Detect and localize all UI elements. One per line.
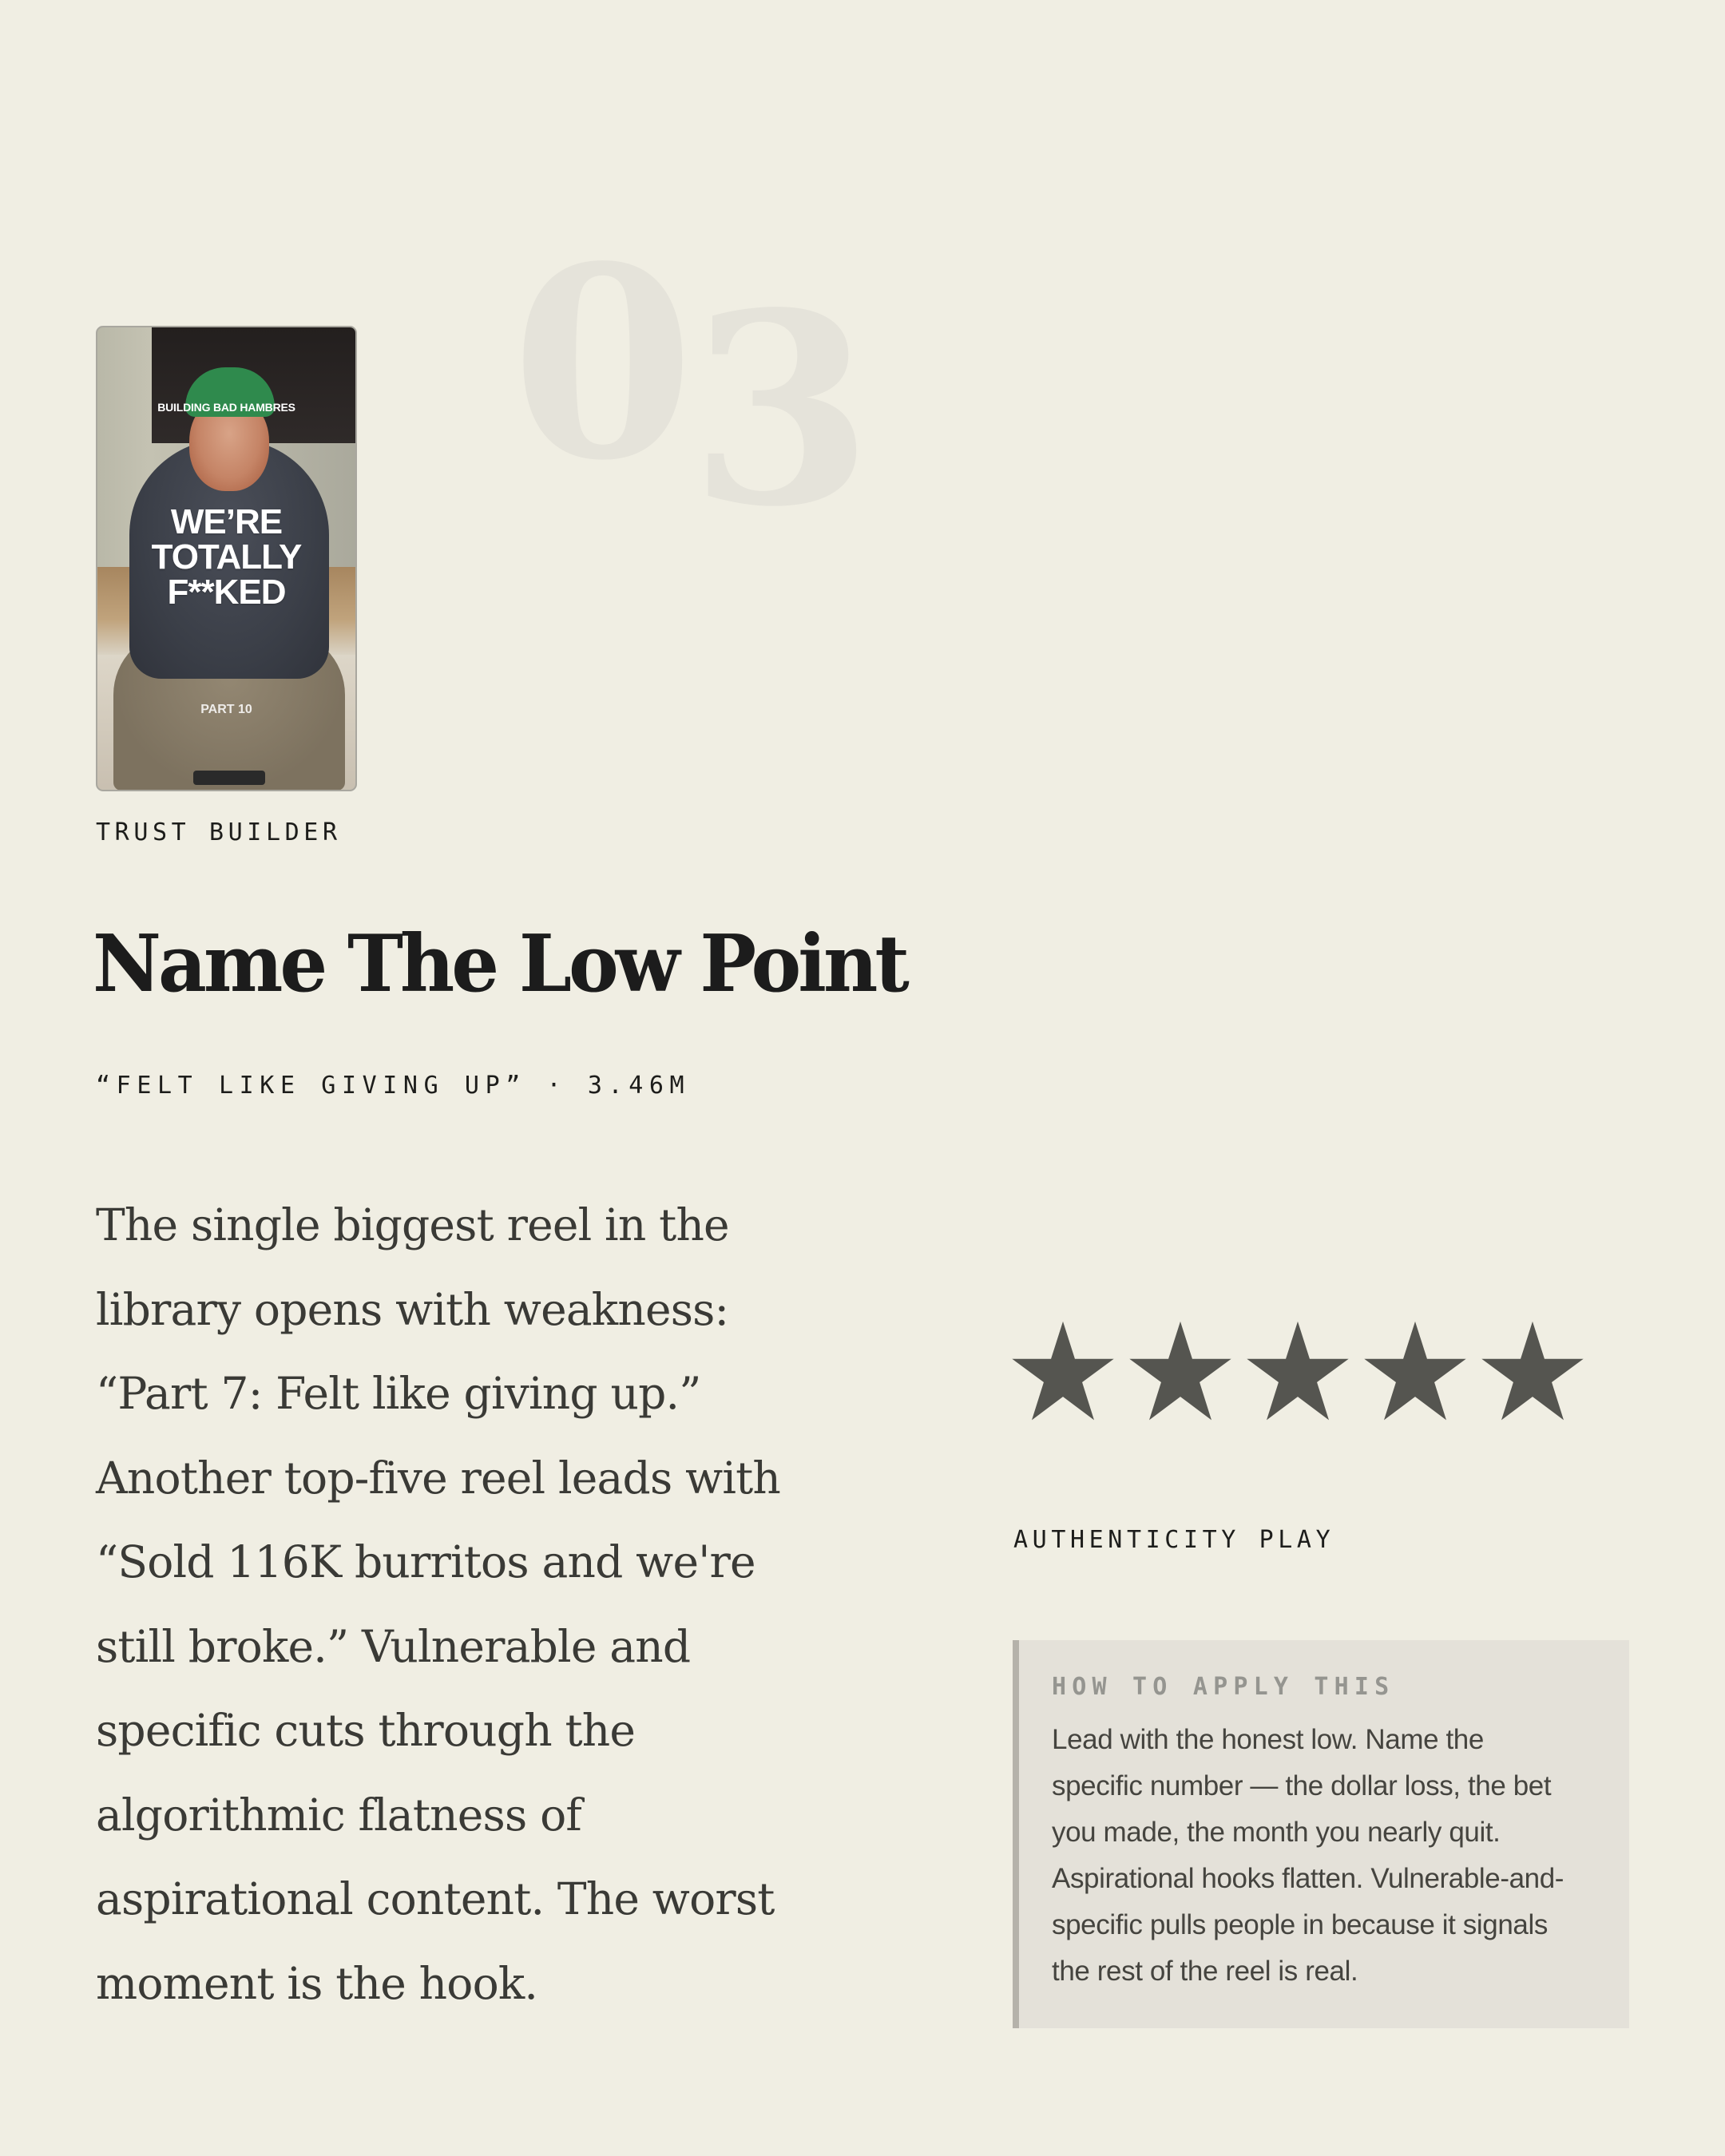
thumbnail-part-label: PART 10	[200, 703, 252, 716]
body-line: moment is the hook.	[96, 1957, 538, 2009]
star-icon	[1363, 1319, 1467, 1421]
callout-line: the rest of the reel is real.	[1052, 1956, 1358, 1987]
body-line: algorithmic flatness of	[96, 1789, 581, 1841]
star-icon	[1011, 1319, 1115, 1421]
callout-body	[1052, 1717, 1597, 1995]
thumbnail-headline-line: F**KED	[167, 573, 286, 612]
callout-line: specific number — the dollar loss, the bet	[1052, 1770, 1552, 1801]
category-label: TRUST BUILDER	[96, 818, 342, 846]
callout-line: you made, the month you nearly quit.	[1052, 1817, 1501, 1848]
body-line: “Sold 116K burritos and we're	[96, 1536, 755, 1587]
thumbnail-headline	[97, 502, 355, 612]
callout-line: specific pulls people in because it signals	[1052, 1909, 1548, 1940]
body-line: library opens with weakness:	[96, 1283, 729, 1335]
callout-label: HOW TO APPLY THIS	[1052, 1673, 1395, 1701]
body-line: still broke.” Vulnerable and	[96, 1620, 691, 1672]
body-paragraph	[96, 1183, 894, 2026]
callout-line: Lead with the honest low. Name the	[1052, 1724, 1484, 1755]
body-line: aspirational content. The worst	[96, 1873, 775, 1924]
how-to-apply-callout	[1013, 1640, 1629, 2028]
star-rating	[1011, 1319, 1598, 1423]
page-title: Name The Low Point	[93, 918, 906, 1010]
body-line: “Part 7: Felt like giving up.”	[96, 1368, 701, 1419]
section-number	[511, 208, 869, 565]
play-type-label: AUTHENTICITY PLAY	[1013, 1526, 1335, 1554]
reel-thumbnail[interactable]	[96, 326, 357, 791]
body-line: Another top-five reel leads with	[96, 1452, 781, 1504]
star-icon	[1128, 1319, 1232, 1421]
body-line: specific cuts through the	[96, 1705, 636, 1756]
thumbnail-series-label: BUILDING BAD HAMBRES	[157, 401, 295, 414]
reel-quote-views: “FELT LIKE GIVING UP” · 3.46M	[96, 1072, 691, 1100]
star-icon	[1481, 1319, 1584, 1421]
body-line: The single biggest reel in the	[96, 1199, 729, 1250]
section-number-first-digit: 0	[511, 208, 690, 518]
callout-line: Aspirational hooks flatten. Vulnerable-and-	[1052, 1863, 1564, 1894]
thumbnail-headline-line: WE’RE	[170, 502, 283, 541]
thumbnail-phone	[193, 771, 265, 785]
star-icon	[1246, 1319, 1350, 1421]
thumbnail-headline-line: TOTALLY	[151, 537, 302, 577]
section-number-second-digit: 3	[689, 255, 869, 565]
